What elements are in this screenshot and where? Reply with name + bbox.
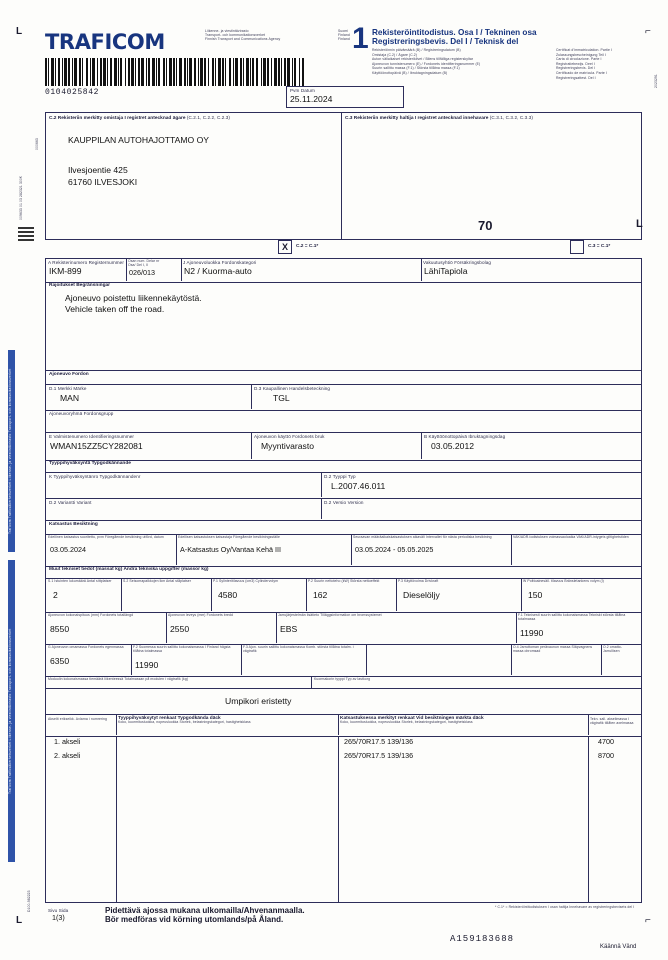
part-cell: [126, 259, 182, 281]
part-number-1: 1: [352, 22, 369, 55]
ownmass-label: G Ajoneuvon omamassa Fordonets egenmassa: [48, 645, 124, 649]
tyre-mass-1-cell: [588, 736, 641, 750]
code-letter-l: L: [636, 218, 643, 230]
inspection-adr-cell: [511, 535, 641, 565]
vehicle-section-header: [45, 370, 642, 385]
tyres-marked-header: [338, 715, 589, 735]
owner-box: [45, 112, 342, 240]
ownmass-value: 6350: [50, 655, 70, 666]
insurance-label: Vakuutusyhtiö Försäkringsbolag: [423, 260, 492, 265]
fuel-cell: [396, 579, 522, 611]
tyres-approved-label: Tyyppihyväksytyt renkaat Typgodkända däck: [118, 716, 221, 721]
make-value: MAN: [60, 393, 80, 403]
version-cell: [321, 499, 641, 519]
restrictions-line1: Ajoneuvo poistettu liikennekäytöstä.: [65, 293, 202, 303]
inspection-adr-label: VAK/ADR-todistuksen voimassaoloaika VAK/ADR-intygets giltighetstiden: [513, 535, 629, 539]
inspection-interval-label: Seuraavan määräaikaiskatsastuksen aikaväli Intervallet för nästa periodiska besiktning: [353, 535, 492, 539]
tyre-approved-1: [116, 736, 338, 737]
tyre-col-rule-3: [588, 764, 589, 903]
length-label: Ajoneuvon kokonaispituus (mm) Fordonets totallängd: [48, 613, 134, 617]
tyres-axle-header: [46, 715, 117, 735]
regno-label: A Rekisterinumero Registernummer: [48, 260, 124, 265]
insurance-cell: [421, 259, 641, 281]
typeapproval-k-cell: [46, 473, 322, 497]
page-number: [48, 908, 68, 922]
make-label: D.1 Merkki Märke: [49, 386, 87, 391]
commercial-label: D.3 Kaupallinen Handelsbeteckning: [254, 386, 331, 391]
vin-label: E Valmistenumero Identifieringsnummer: [49, 434, 135, 439]
date-box: [286, 86, 404, 108]
tyres-marked-sub: Koko, kuormitusluokka, nopeusluokka Storlek, belastningskategori, hastighetsklass: [340, 720, 473, 724]
firstuse-cell: [421, 433, 641, 459]
legend-right: Certificat d'immatriculation. Partie I Zulassungsbescheinigung Teil I Carta di circolazione. Parte I Registratiebewijs. Deel I Registreringsbevis. Del I Certificado de matrícula. Parte I Registreringsattest. Del I: [556, 48, 613, 80]
usage-cell: [251, 433, 422, 459]
footer-note-sv: Bör medföras vid körning utomlands/på Åland.: [105, 915, 284, 924]
inspection-interval-cell: [351, 535, 512, 565]
barcode: [45, 58, 335, 86]
displacement-cell: [211, 579, 307, 611]
tyre-approved-1-cell: [116, 736, 339, 750]
serial-vertical-left-2: 000663: [35, 138, 39, 150]
insurance-value: LähiTapiola: [424, 266, 468, 276]
usage-value: Myyntivarasto: [261, 441, 315, 451]
firstuse-label: B Käyttöönottopäivä Ibruktagningsdag: [424, 434, 506, 439]
part-label: Osa/ Del I, II: [128, 262, 149, 267]
owner-box-label: C.2 Rekisteriin merkitty omistaja I registret antecknad ägare (C.2.1, C.2.2, C.2.3): [49, 115, 231, 121]
standing-cell: [121, 579, 212, 611]
commercial-value: TGL: [273, 393, 290, 403]
regno-value: IKM-899: [49, 266, 82, 276]
trailer-cell: [366, 645, 512, 675]
commercial-cell: [251, 385, 641, 409]
tyres-approved-sub: Koko, kuormitusluokka, nopeusluokka Storlek, belastningskategori, hastighetsklass: [118, 720, 251, 724]
c2-check-mark: X: [281, 242, 288, 252]
owner-address: Ilvesjoentie 425: [68, 165, 128, 175]
qr-code-left: [18, 225, 34, 241]
tyre-marked-2-cell: [338, 750, 589, 764]
f2-label: F.2 Suomessa suurin sallittu kokonaismassa I Finland högsta tillåtna totalmassa: [133, 645, 231, 653]
vin-value: WMAN15ZZ5CY282081: [50, 441, 143, 451]
restrictions-label: Rajoitukset Begränsningar: [49, 283, 111, 288]
inspection-station-cell: [176, 535, 352, 565]
width-label: Ajoneuvon leveys (mm) Fordonets bredd: [168, 613, 233, 617]
tankvolume-cell: [521, 579, 641, 611]
tyre-marked-1: 265/70R17.5 139/136: [344, 737, 414, 746]
vehicle-section-label: Ajoneuvo Fordon: [49, 372, 89, 377]
typeapproval-d2-value: L.2007.46.011: [331, 481, 386, 491]
o2-cell: [601, 645, 641, 675]
page-value: 1(3): [52, 913, 65, 922]
serial-vertical-left: 009633 01 03 282321 300€: [19, 176, 23, 220]
f3-label: F.3 Ajon. suurin sallittu kokonaismassa Komb. största tillåtna totalm. i vägtrafik: [243, 645, 354, 653]
part-label-top: Osan num. Delar nr: [128, 259, 160, 263]
f2-value: 11990: [135, 659, 159, 670]
fuel-label: P.3 Käyttövoima Drivkraft: [398, 579, 439, 583]
authority-names: Liikenne- ja viestintävirasto Transport- och kommunikationsverket Finnish Transport and Communications Agency: [205, 29, 281, 41]
f2-cell: [131, 645, 242, 675]
tankvolume-value: 150: [528, 589, 543, 600]
typeapproval-d2-label: D.2 Tyyppi Typ: [324, 474, 356, 479]
tyres-approved-header: [116, 715, 339, 735]
part-value: 026/013: [129, 267, 155, 277]
brake-value: EBS: [280, 623, 298, 634]
seats-value: 2: [53, 589, 58, 600]
tyre-approved-2: [116, 750, 338, 751]
firstuse-value: 03.05.2012: [431, 441, 475, 451]
body-type-value: Umpikori eristetty: [225, 696, 292, 706]
standing-label: S.2 Seisomapaikkojen lkm Antal ståplatser: [123, 579, 191, 583]
inspection-title: Katsastus Besiktning: [49, 522, 98, 527]
vehicle-group-row: [45, 410, 642, 433]
footer-left-code: D100-982223: [27, 890, 31, 912]
c3-equals-label: C.3 = C.1*: [588, 244, 611, 249]
doc-code-right: 2023291: [654, 74, 658, 88]
inspection-interval-value: 03.05.2024 - 05.05.2025: [355, 544, 434, 554]
side-strip-lower: Traficom Trafiksäkerhetsverket Liikenne- ja viestintävirasto Transport- och kommunikationsverket: [8, 560, 15, 862]
tyres-marked-label: Katsastuksessa merkityt renkaat Vid besiktningen märkta däck: [340, 716, 484, 721]
crop-mark-top-right: ⌐: [645, 26, 651, 37]
length-cell: [46, 613, 167, 643]
ownmass-cell: [46, 645, 132, 675]
f3-cell: [241, 645, 367, 675]
restrictions-row: [45, 282, 642, 371]
f1-label: F.1 Teknisesti suurin sallittu kokonaismassa Tekniskt största tillåtna totalmassa: [518, 613, 626, 621]
width-value: 2550: [170, 623, 190, 634]
fuel-value: Dieselöljy: [403, 589, 440, 600]
tyre-mass-2-cell: [588, 750, 641, 764]
make-cell: [46, 385, 252, 409]
document-code: 0104025842: [45, 88, 100, 97]
typeapproval-label: Tyyppihyväksyntä Typgodkännande: [49, 461, 131, 466]
usage-label: Ajoneuvon käyttö Fordonets bruk: [254, 434, 325, 439]
crop-mark-bottom-left: L: [16, 915, 23, 926]
turn-over-label: Käännä Vänd: [600, 944, 637, 950]
displacement-label: P.1 Sylinteritilavuus (cm3) Cylindervolym: [213, 579, 279, 583]
class-cell: [181, 259, 422, 281]
power-value: 162: [313, 589, 328, 600]
length-value: 8550: [50, 623, 70, 634]
inspection-date-value: 03.05.2024: [50, 544, 86, 554]
typeapproval-k-label: K Tyyppihyväksyntänro Typgodkännandenr: [49, 474, 141, 479]
class-label: J Ajoneuvoluokka Fordonskategori: [183, 260, 257, 265]
restrictions-line2: Vehicle taken off the road.: [65, 304, 165, 314]
tyres-axle-label: Akselit erikseikk. Axlarna i numrering: [48, 717, 108, 721]
owner-postal: 61760 ILVESJOKI: [68, 177, 138, 187]
inspection-header: [45, 520, 642, 535]
c3-equals-checkbox[interactable]: [570, 240, 584, 254]
f1-value: 11990: [520, 627, 544, 638]
regno-cell: [46, 259, 127, 281]
inspection-date-cell: [46, 535, 177, 565]
page-label: Sivu Sida: [48, 908, 69, 913]
legend-left: Rekisteröinnin päivämäärä (B) / Registreringsdatum (B) Omistaja (C.2) / Ägare (C.2) Auton väliaikaiset rekisterikilvet / Bilens tillfälliga registerskyltar Ajoneuvon tunnistenumero (E) / Fordonets identifieringsnummer (E) Suurin sallittu massa (F.1) / Största tillåtna massa (F.1) Käyttöönottopäivä (B) / Ibruktagningsdatum (B): [372, 48, 481, 75]
variant-cell: [46, 499, 322, 519]
f1-cell: [516, 613, 641, 643]
version-label: D.2 Versio Version: [324, 500, 364, 505]
footer-star-note: * C.1* = Rekisteröintitodistuksen I osan haltija Innehavare av registreringsbevisets del I: [495, 905, 635, 909]
footer-note-fi: Pidettävä ajossa mukana ulkomailla/Ahvenanmaalla.: [105, 906, 305, 915]
tyre-marked-1-cell: [338, 736, 589, 750]
o4-cell: [511, 645, 602, 675]
date-value: 25.11.2024: [290, 94, 333, 104]
tyre-axle-2: 2. akseli: [54, 751, 81, 760]
code-70: 70: [478, 218, 493, 233]
masses-title: Muut tekniset tiedot (massat kg) Andra tekniska uppgifter (massor kg): [49, 567, 209, 572]
class-value: N2 / Kuorma-auto: [184, 266, 252, 276]
tyres-mass-header: [588, 715, 641, 735]
inspection-station-value: A-Katsastus Oy/Vantaa Kehä III: [180, 544, 281, 554]
date-label: Pvm Datum: [290, 88, 315, 93]
tyre-axle-1: 1. akseli: [54, 737, 81, 746]
crop-mark-bottom-right: ⌐: [645, 915, 651, 926]
tyre-mass-2: 8700: [598, 751, 614, 760]
tyre-approved-2-cell: [116, 750, 339, 764]
tyres-mass-label: Tekn. sall. akselimassa I vägtrafik tillåten axelmassa: [590, 717, 634, 725]
owner-name: KAUPPILAN AUTOHAJOTTAMO OY: [68, 135, 210, 145]
brake-label: Jarrujärjestelmän lisätieto Tilläggsinformation om bromssystemet: [278, 613, 382, 617]
inspection-station-label: Edellisen katsastuksen katsastaja Föregående besiktningsställe: [178, 535, 280, 539]
variant-label: D.2 Variantti Variant: [49, 500, 92, 505]
o2-label: O.2 omatto- Jarrullisen: [603, 645, 623, 653]
c2-equals-label: C.2 = C.1*: [296, 244, 319, 249]
power-label: P.2 Suurin nettoteho (kW) Största nettoeffekt: [308, 579, 380, 583]
module-label: Moduulin kokonaismassa tiemäärä liikenteessä Totalmassan på modulen i vägtrafik (kg): [48, 677, 189, 681]
document-id: A159183688: [450, 934, 515, 944]
traficom-logo: TRAFICOM: [45, 30, 165, 54]
tyre-col-rule-2: [338, 764, 339, 903]
country-labels: Suomi Finland Finland: [338, 29, 350, 41]
module-divider: [311, 676, 312, 688]
body-type-label: Kuormakorin tyyppi Typ av lastkorg: [314, 677, 371, 681]
body-type-row: [45, 688, 642, 715]
table-row: [46, 736, 117, 750]
brake-cell: [276, 613, 517, 643]
seats-cell: [46, 579, 122, 611]
tyre-mass-1: 4700: [598, 737, 614, 746]
footer-note: [105, 906, 435, 924]
displacement-value: 4580: [218, 589, 238, 600]
power-cell: [306, 579, 397, 611]
c2-equals-checkbox[interactable]: [278, 240, 292, 254]
trailer-label: [366, 645, 511, 647]
side-strip-upper: Traficom Trafiksäkerhetsverket Liikenne- ja viestintävirasto Transport- och kommunikationsverket: [8, 350, 15, 552]
typeapproval-d2-cell: [321, 473, 641, 497]
table-row: [46, 750, 117, 764]
seats-label: S.1 Istuinten lukumäärä Antal sittplatser: [48, 579, 112, 583]
o4-label: O.4 Jarruttoman perävaunun massa Släpvagnens massa obromsad: [513, 645, 593, 653]
holder-box-label: C.3 Rekisteriin merkitty haltija I registret antecknad innehavare (C.3.1, C.3.2, C.3.3): [345, 115, 533, 121]
tyre-marked-2: 265/70R17.5 139/136: [344, 751, 414, 760]
document-title: Rekisteröintitodistus. Osa I / Tekninen osa Registreringsbevis. Del I / Teknisk del: [372, 28, 537, 46]
tyre-col-rule-1: [116, 764, 117, 903]
tankvolume-label: W Polttoainesäil. tilavuus Bränsletankens volym (l): [523, 579, 604, 583]
vehicle-group-label: Ajoneuvoryhmä Fordonsgrupp: [49, 411, 114, 416]
inspection-date-label: Edellinen katsastus suoritettu, pvm Föregående besiktning utförd, datum: [48, 535, 164, 539]
vin-cell: [46, 433, 252, 459]
crop-mark-top-left: L: [16, 26, 23, 37]
width-cell: [166, 613, 277, 643]
